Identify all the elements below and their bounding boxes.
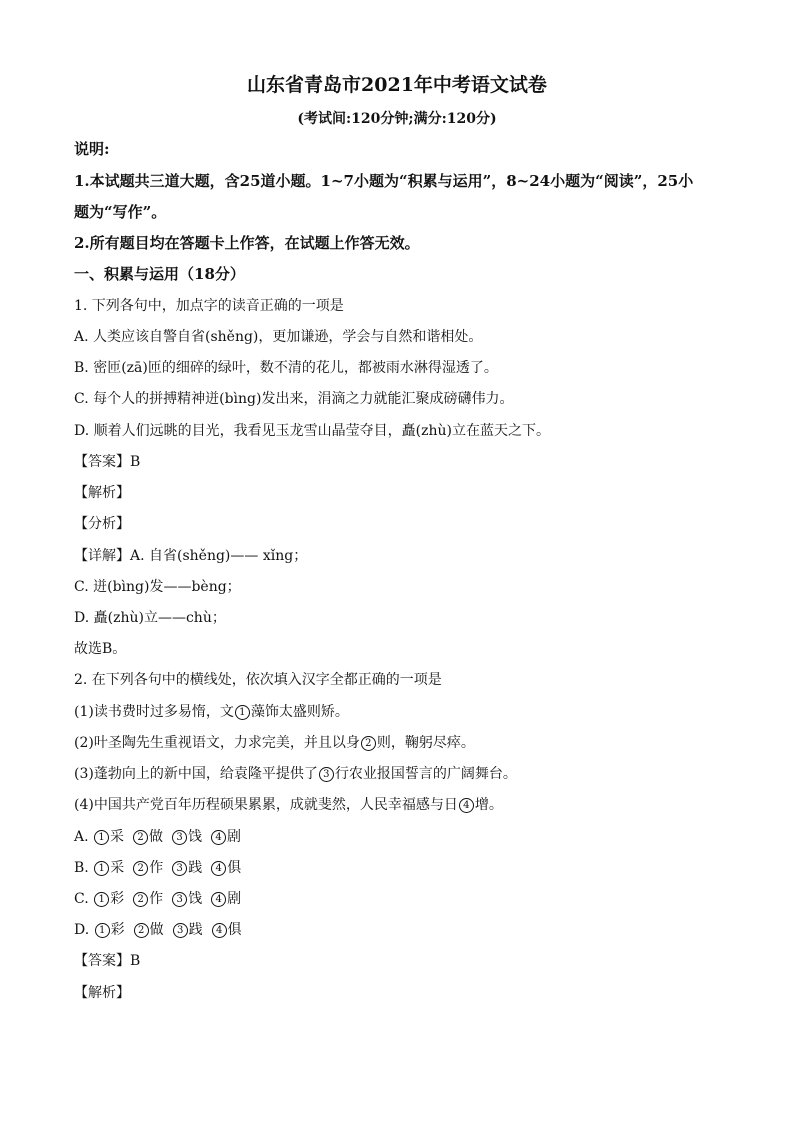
sentence-text: 增。	[474, 797, 503, 813]
sentence-text: 行农业报国誓言的广阔舞台。	[334, 766, 517, 782]
mark: 2	[133, 830, 148, 845]
q1-fenxi-tag: 【分析】	[74, 516, 130, 532]
choice: 做	[149, 922, 164, 938]
q2-option-d	[74, 921, 242, 939]
option-letter: D.	[74, 922, 94, 938]
sentence-text: 则，鞠躬尽瘁。	[376, 735, 475, 751]
q1-option-d: D. 顺着人们远眺的目光，我看见玉龙雪山晶莹夺目，矗(zhù)立在蓝天之下。	[74, 423, 550, 439]
choice: 采	[110, 829, 125, 845]
q2-option-c	[74, 890, 241, 908]
option-letter: C.	[74, 891, 94, 907]
option-letter: A.	[74, 829, 94, 845]
mark: 3	[173, 923, 188, 938]
q2-sentence-2	[74, 734, 475, 752]
choice: 剧	[227, 829, 242, 845]
blank-mark-3: 3	[319, 767, 334, 782]
q1-detail-1	[74, 547, 307, 565]
q1-detail-2: C. 迸(bìng)发——bèng；	[74, 579, 241, 595]
mark: 3	[172, 892, 187, 907]
instructions-label: 说明:	[74, 140, 110, 158]
mark: 4	[211, 830, 226, 845]
blank-mark-4: 4	[459, 798, 474, 813]
choice: 采	[110, 860, 125, 876]
q1-option-b: B. 密匝(zā)匝的细碎的绿叶，数不清的花儿，都被雨水淋得湿透了。	[74, 360, 498, 376]
choice: 作	[149, 860, 164, 876]
q1-detail-3: D. 矗(zhù)立——chù；	[74, 610, 226, 626]
choice: 饯	[188, 829, 203, 845]
q2-sentence-1	[74, 703, 349, 721]
page-subtitle: (考试间:120分钟;满分:120分)	[297, 111, 497, 127]
mark: 1	[95, 923, 110, 938]
q2-option-a	[74, 828, 241, 846]
mark: 1	[94, 861, 109, 876]
q1-conclusion: 故选B。	[74, 641, 127, 657]
instruction-2: 2.所有题目均在答题卡上作答，在试题上作答无效。	[74, 234, 420, 252]
q1-answer	[74, 453, 140, 471]
section-1-heading: 一、积累与运用（18分）	[74, 265, 245, 283]
q2-answer	[74, 952, 140, 970]
q2-sentence-3	[74, 765, 517, 783]
choice: 剧	[227, 891, 242, 907]
choice: 俱	[227, 860, 242, 876]
answer-value: B	[130, 454, 141, 470]
sentence-text: (4)中国共产党百年历程硕果累累，成就斐然，人民幸福感与日	[74, 797, 458, 813]
detail-tag: 【详解】	[74, 548, 130, 564]
sentence-text: (1)读书费时过多易惰，文	[74, 704, 234, 720]
mark: 4	[212, 923, 227, 938]
q1-option-c: C. 每个人的拼搏精神迸(bìng)发出来，涓滴之力就能汇聚成磅礴伟力。	[74, 391, 514, 407]
mark: 3	[172, 830, 187, 845]
choice: 作	[149, 891, 164, 907]
q1-option-a: A. 人类应该自警自省(shěng)，更加谦逊，学会与自然和谐相处。	[74, 329, 483, 345]
mark: 1	[94, 830, 109, 845]
choice: 践	[188, 860, 203, 876]
mark: 2	[133, 861, 148, 876]
choice: 践	[188, 922, 203, 938]
blank-mark-1: 1	[235, 705, 250, 720]
choice: 饯	[188, 891, 203, 907]
q2-sentence-4	[74, 796, 503, 814]
sentence-text: (3)蓬勃向上的新中国，给袁隆平提供了	[74, 766, 318, 782]
q2-analysis-tag: 【解析】	[74, 985, 130, 1001]
mark: 1	[94, 892, 109, 907]
choice: 彩	[110, 922, 125, 938]
q1-analysis-tag: 【解析】	[74, 485, 130, 501]
mark: 2	[133, 892, 148, 907]
blank-mark-2: 2	[361, 736, 376, 751]
choice: 彩	[110, 891, 125, 907]
answer-tag: 【答案】	[74, 454, 130, 470]
option-letter: B.	[74, 860, 94, 876]
sentence-text: (2)叶圣陶先生重视语文，力求完美，并且以身	[74, 735, 360, 751]
answer-value: B	[130, 953, 141, 969]
choice: 俱	[227, 922, 242, 938]
instruction-1-line-2: 题为“写作”。	[74, 203, 167, 221]
mark: 3	[172, 861, 187, 876]
detail-text: A. 自省(shěng)—— xǐng；	[130, 548, 308, 564]
mark: 4	[211, 861, 226, 876]
q1-stem: 1. 下列各句中，加点字的读音正确的一项是	[74, 298, 344, 314]
sentence-text: 藻饰太盛则矫。	[250, 704, 349, 720]
q2-option-b	[74, 859, 241, 877]
page-title: 山东省青岛市2021年中考语文试卷	[247, 74, 547, 96]
mark: 2	[134, 923, 149, 938]
q2-stem: 2. 在下列各句中的横线处，依次填入汉字全都正确的一项是	[74, 672, 442, 688]
mark: 4	[211, 892, 226, 907]
choice: 做	[149, 829, 164, 845]
answer-tag: 【答案】	[74, 953, 130, 969]
instruction-1-line-1: 1.本试题共三道大题，含25道小题。1~7小题为“积累与运用”，8~24小题为“阅读”，25小	[74, 172, 694, 190]
